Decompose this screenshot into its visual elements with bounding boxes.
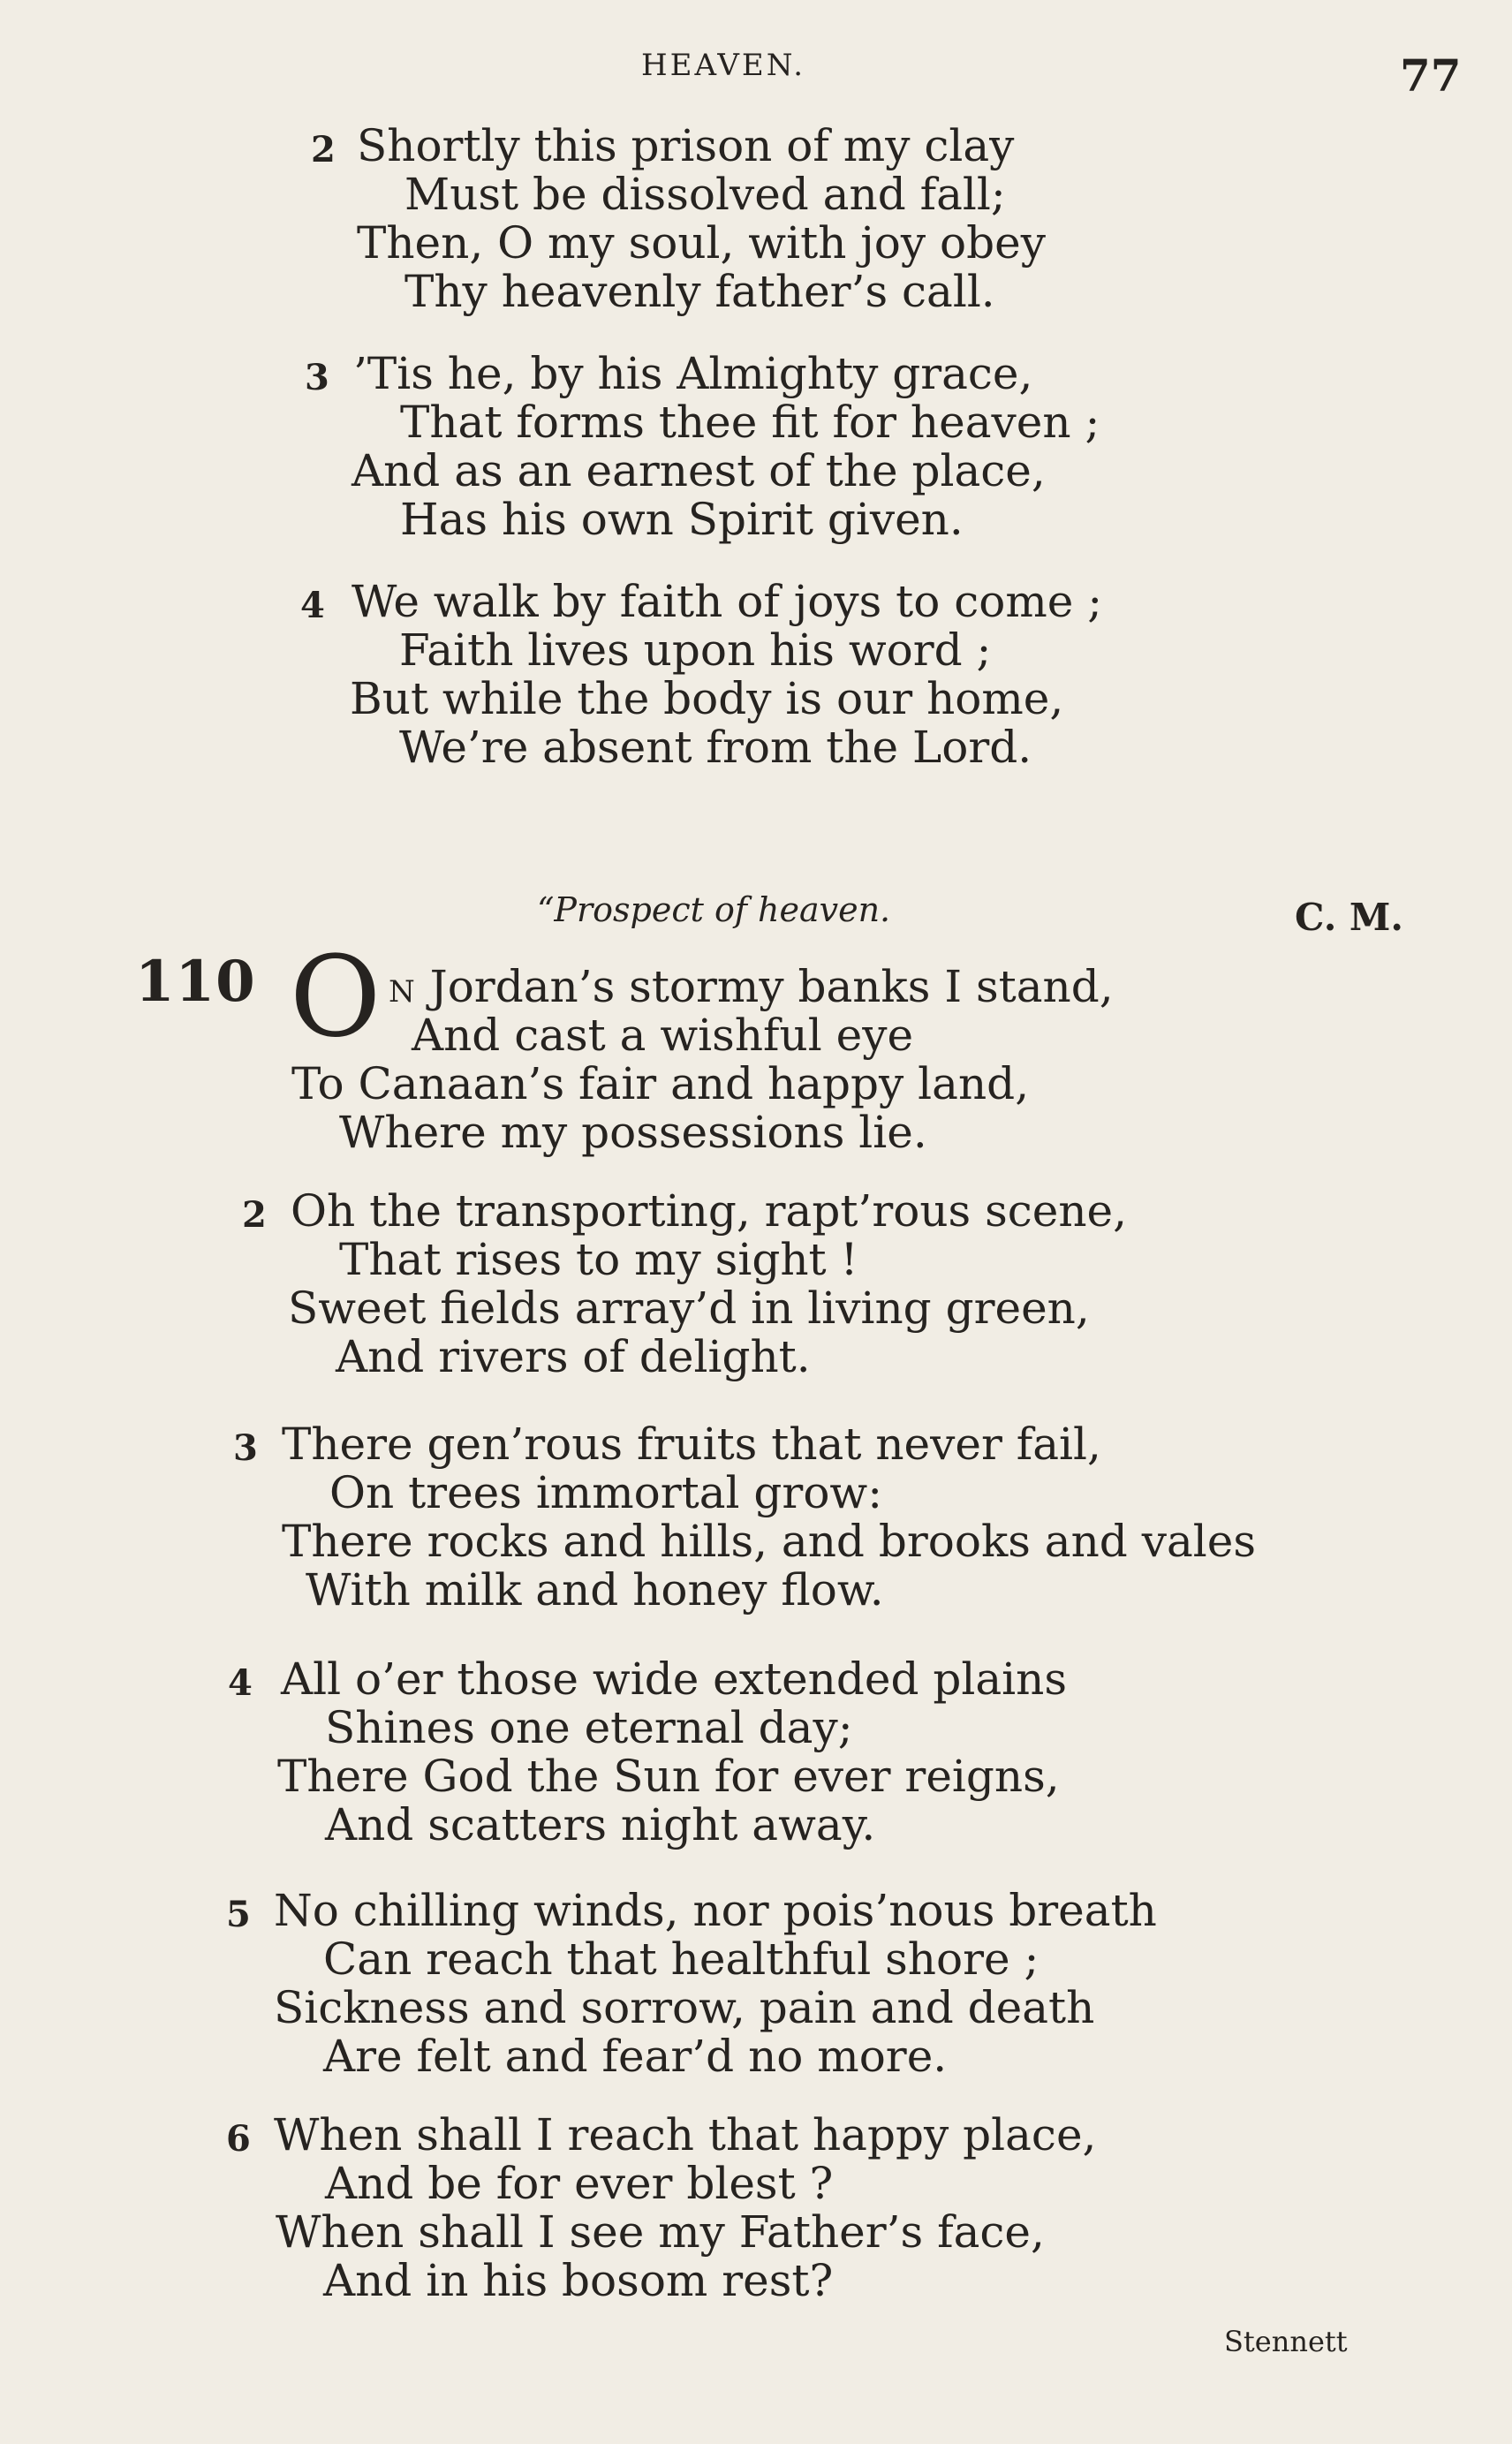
stanza-number: 5 <box>226 1894 251 1935</box>
verse-line: With milk and honey flow. <box>306 1564 884 1615</box>
verse-line: Oh the transporting, rapt’rous scene, <box>291 1185 1128 1237</box>
verse-line: When shall I see my Father’s face, <box>276 2206 1045 2258</box>
verse-line: But while the body is our home, <box>350 673 1064 724</box>
hymn-number: 110 <box>135 949 256 1015</box>
stanza-number: 6 <box>226 2118 251 2160</box>
verse-line: Shortly this prison of my clay <box>357 120 1015 171</box>
verse-line: Faith lives upon his word ; <box>399 624 992 676</box>
verse-line: And scatters night away. <box>325 1799 876 1850</box>
stanza-number: 3 <box>305 357 329 398</box>
verse-line-first <box>389 961 1114 1012</box>
stanza-number: 4 <box>228 1662 253 1704</box>
verse-line: When shall I reach that happy place, <box>274 2109 1097 2160</box>
verse-line: ’Tis he, by his Almighty grace, <box>353 348 1033 399</box>
drop-cap: O <box>290 932 382 1062</box>
verse-line: There God the Sun for ever reigns, <box>277 1751 1060 1802</box>
verse-line: There rocks and hills, and brooks and vales <box>282 1516 1257 1567</box>
verse-line: And in his bosom rest? <box>323 2255 834 2306</box>
verse-line: We walk by faith of joys to come ; <box>352 576 1103 627</box>
stanza-number: 3 <box>233 1427 258 1469</box>
verse-line: There gen’rous fruits that never fail, <box>282 1419 1101 1470</box>
verse-line: On trees immortal grow: <box>329 1467 883 1518</box>
verse-line: Can reach that healthful shore ; <box>323 1933 1040 1985</box>
verse-line: Thy heavenly father’s call. <box>404 266 995 317</box>
verse-line: No chilling winds, nor pois’nous breath <box>274 1885 1157 1936</box>
hymn-heading: “Prospect of heaven. <box>537 890 891 929</box>
verse-line: And rivers of delight. <box>336 1331 811 1382</box>
page-number: 77 <box>1400 49 1462 102</box>
stanza-number: 4 <box>300 585 325 626</box>
verse-line: Then, O my soul, with joy obey <box>357 217 1046 269</box>
verse-line: Must be dissolved and fall; <box>404 169 1006 220</box>
hymn-meter: C. M. <box>1295 896 1404 939</box>
stanza-number: 2 <box>242 1194 267 1236</box>
verse-line: Sickness and sorrow, pain and death <box>274 1982 1095 2033</box>
verse-line: We’re absent from the Lord. <box>399 722 1032 773</box>
verse-line: Has his own Spirit given. <box>400 494 964 545</box>
verse-line: And cast a wishful eye <box>412 1010 914 1061</box>
verse-line: And be for ever blest ? <box>325 2158 834 2209</box>
running-title: HEAVEN. <box>641 48 806 83</box>
verse-line: All o’er those wide extended plains <box>281 1653 1068 1705</box>
verse-line: Where my possessions lie. <box>339 1107 927 1158</box>
verse-line: And as an earnest of the place, <box>352 445 1046 496</box>
verse-line: That forms thee fit for heaven ; <box>400 397 1100 448</box>
stanza-number: 2 <box>311 129 336 170</box>
verse-line: Sweet fields array’d in living green, <box>288 1283 1090 1334</box>
first-line-text: Jordan’s stormy banks I stand, <box>415 961 1114 1012</box>
verse-line: To Canaan’s fair and happy land, <box>291 1058 1030 1109</box>
first-word-smallcaps: N <box>389 974 416 1010</box>
verse-line: Are felt and fear’d no more. <box>323 2031 948 2082</box>
verse-line: Shines one eternal day; <box>325 1702 853 1753</box>
hymn-author: Stennett <box>1224 2325 1348 2358</box>
verse-line: That rises to my sight ! <box>339 1234 858 1285</box>
